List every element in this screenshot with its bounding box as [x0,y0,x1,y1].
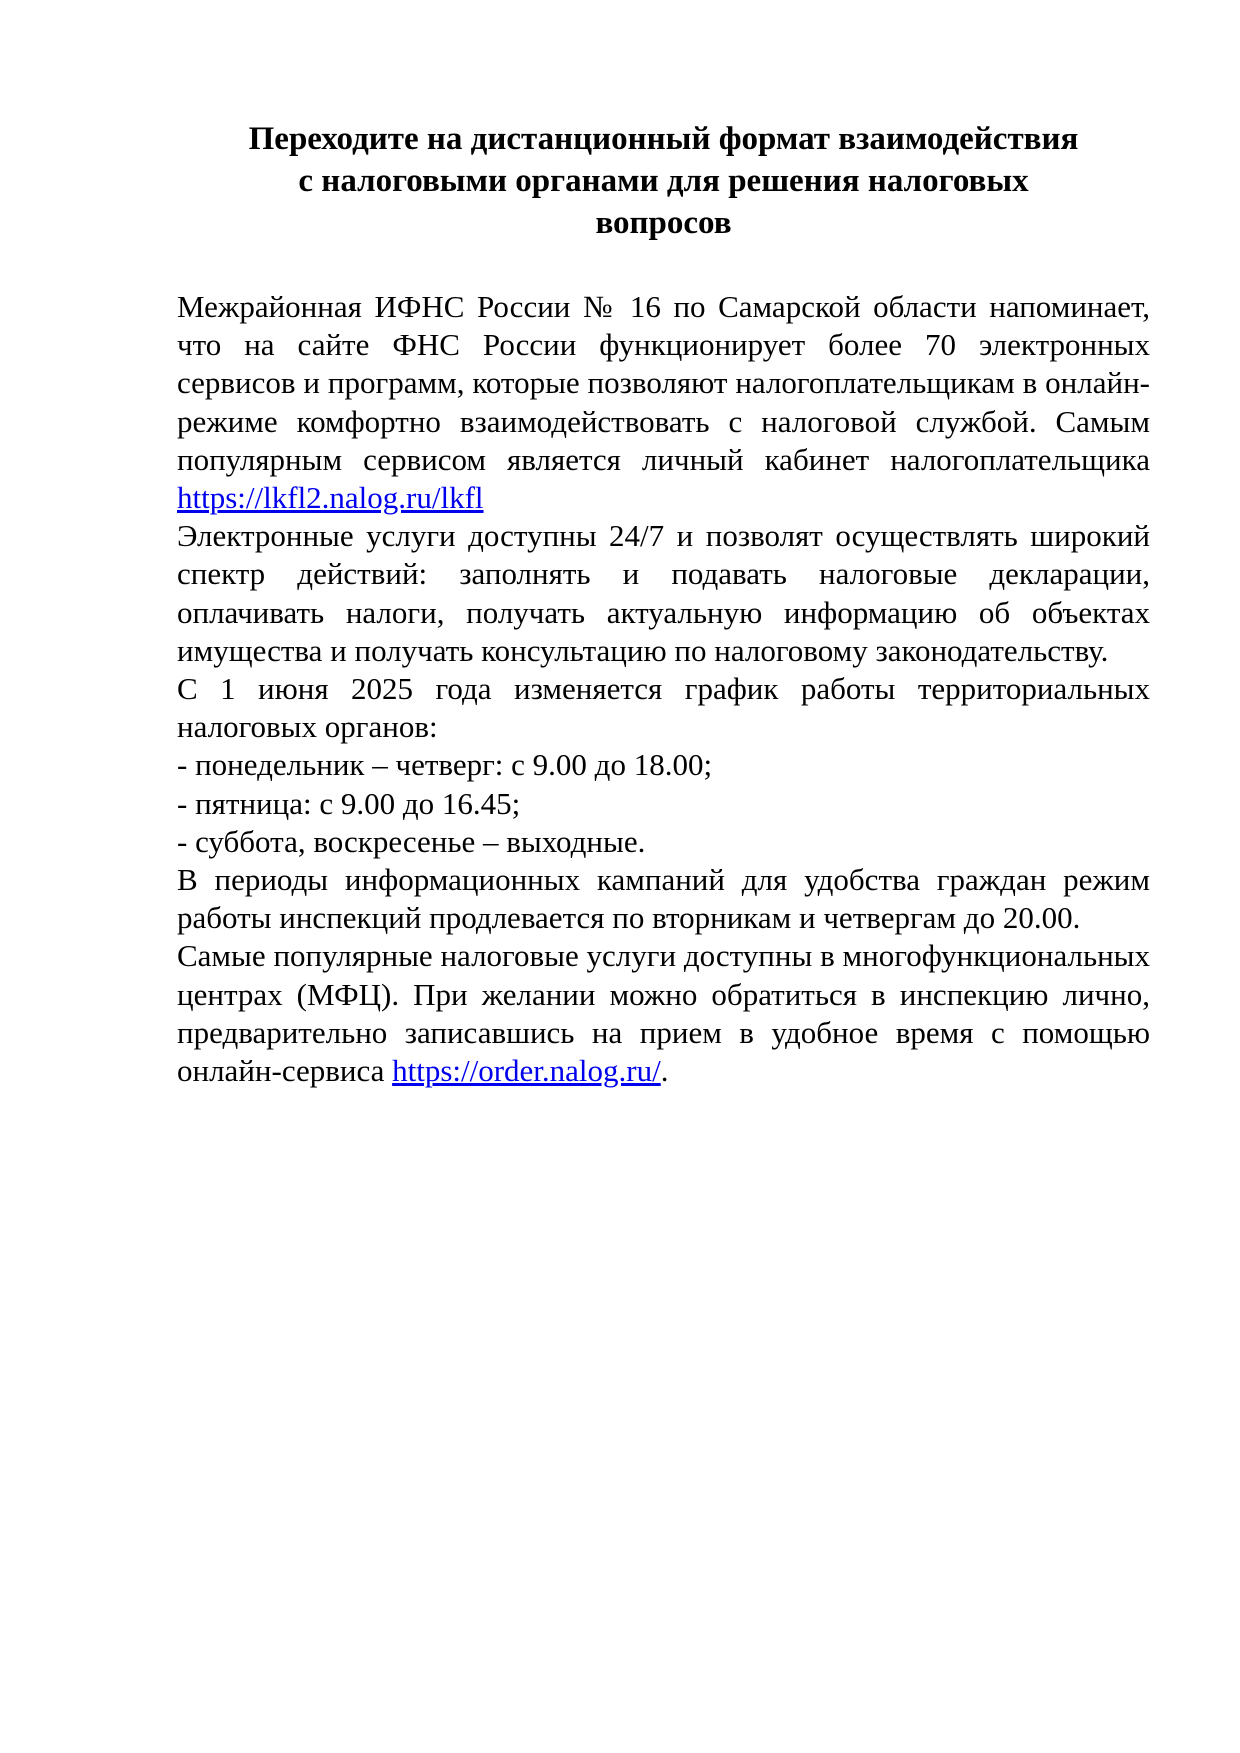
mfc-paragraph [177,937,1150,1090]
title-line-1: Переходите на дистанционный формат взаимодействия [248,121,1079,157]
services-paragraph: Электронные услуги доступны 24/7 и позволят осуществлять широкий спектр действий: заполнять и подавать налоговые декларации, оплачивать налоги, получать актуальную информацию об объектах имущества и получать консультацию по налоговому законодательству. [177,518,1150,668]
document-title [177,118,1150,244]
mfc-paragraph-text: Самые популярные налоговые услуги доступны в многофункциональных центрах (МФЦ). При желании можно обратиться в инспекцию лично, предварительно записавшись на прием в удобное время с помощью онлайн-сервиса [177,938,1150,1089]
schedule-item-friday: - пятница: с 9.00 до 16.45; [177,785,521,821]
schedule-item-weekdays: - понедельник – четверг: с 9.00 до 18.00; [177,747,713,783]
document-content [177,118,1150,1090]
schedule-item-weekend: - суббота, воскресенье – выходные. [177,823,646,859]
order-link[interactable]: https://order.nalog.ru/ [392,1053,661,1089]
mfc-paragraph-trailing: . [660,1053,669,1089]
schedule-intro-paragraph: С 1 июня 2025 года изменяется график работы территориальных налоговых органов: [177,671,1150,745]
title-line-3: вопросов [595,205,732,241]
campaign-hours-paragraph: В периоды информационных кампаний для удобства граждан режим работы инспекций продлевается по вторникам и четвергам до 20.00. [177,862,1150,936]
intro-paragraph-text: Межрайонная ИФНС России № 16 по Самарской области напоминает, что на сайте ФНС России функционирует более 70 электронных сервисов и программ, которые позволяют налогоплательщикам в онлайн-режиме комфортно взаимодействовать с налоговой службой. Самым популярным сервисом является личный кабинет налогоплательщика [177,289,1150,477]
document-body [177,288,1150,1090]
lkfl-link[interactable]: https://lkfl2.nalog.ru/lkfl [177,480,484,516]
title-line-2: с налоговыми органами для решения налоговых [298,163,1029,199]
intro-paragraph [177,288,1150,517]
